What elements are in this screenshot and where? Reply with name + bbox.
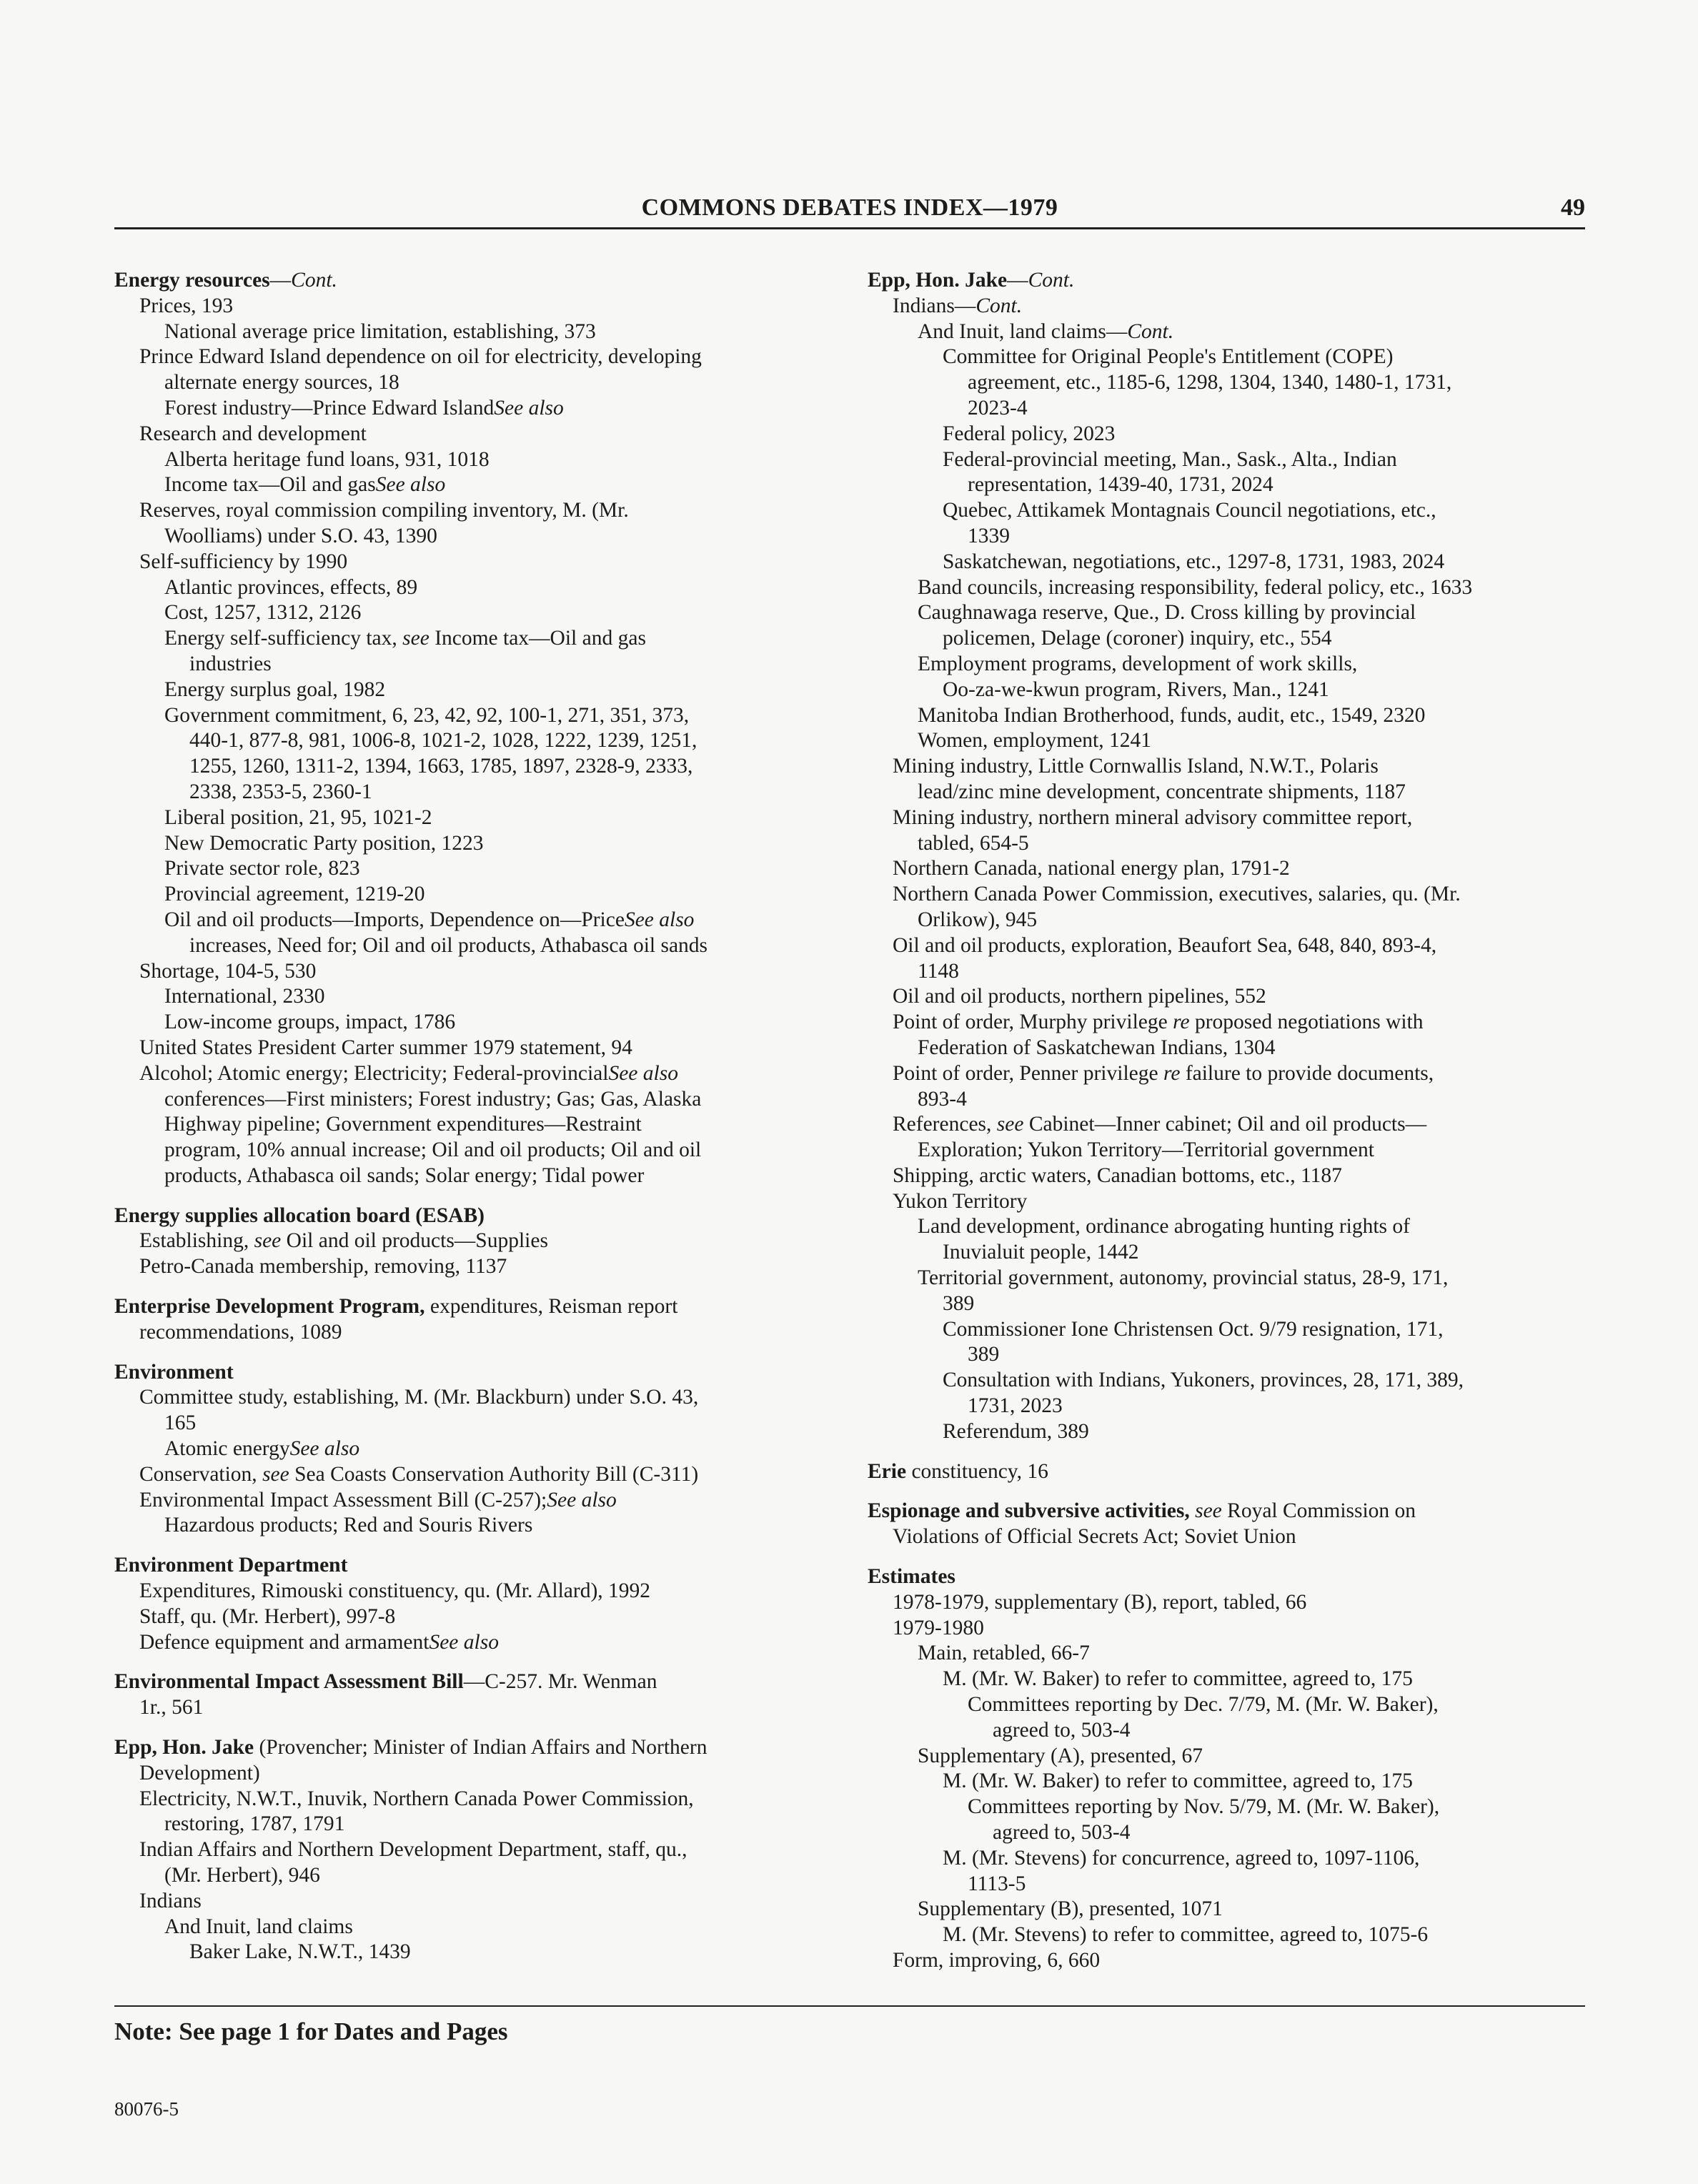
index-subentry: Quebec, Attikamek Montagnais Council negotiations, etc., 1339: [943, 499, 1436, 547]
index-subentry: Mining industry, Little Cornwallis Island, N.W.T., Polaris lead/zinc mine development, concentrate shipments, 1187: [893, 755, 1406, 803]
entry-text: Establishing,: [139, 1229, 254, 1253]
index-subentry: [868, 1922, 1589, 1948]
entry-text: Provincial agreement, 1219-20: [164, 883, 425, 906]
entry-text: Defence equipment and armament: [139, 1630, 430, 1654]
index-subentry: [868, 319, 1589, 345]
entry-text: —C-257. Mr. Wenman: [463, 1670, 657, 1694]
index-heading-entry: [114, 1553, 865, 1579]
index-subentry: [114, 1940, 865, 1965]
entry-text: Oil and oil products, northern pipelines, 552: [893, 985, 1266, 1008]
index-heading: Epp, Hon. Jake: [868, 269, 1008, 292]
index-subentry: Territorial government, autonomy, provincial status, 28-9, 171, 389: [918, 1266, 1449, 1315]
index-subentry: [114, 1889, 865, 1915]
entry-text: Indians—: [893, 294, 976, 317]
index-subentry: [114, 472, 865, 498]
index-subentry: [868, 550, 1589, 575]
index-heading: Environmental Impact Assessment Bill: [114, 1670, 464, 1694]
entry-text: Liberal position, 21, 95, 1021-2: [164, 805, 432, 829]
entry-italic: see: [402, 627, 430, 650]
index-subentry: [114, 882, 865, 908]
index-subentry: [114, 1604, 865, 1630]
entry-italic: See also: [375, 473, 446, 497]
index-subentry: [868, 1641, 1589, 1667]
entry-text: [1190, 1499, 1195, 1522]
index-subentry: [868, 1616, 1589, 1642]
entry-text: Atomic energy: [164, 1437, 290, 1461]
index-subentry: [114, 1630, 865, 1656]
index-subentry: [868, 703, 1589, 729]
entry-text: expenditures, Reisman report: [424, 1295, 678, 1319]
entry-text: Prices, 193: [139, 294, 234, 317]
entry-text: Forest industry—Prince Edward Island: [164, 396, 495, 420]
entry-italic: See also: [494, 396, 564, 420]
entry-text: Saskatchewan, negotiations, etc., 1297-8, 1731, 1983, 2024: [943, 550, 1445, 573]
index-subentry: [114, 677, 865, 703]
entry-text: Atlantic provinces, effects, 89: [164, 575, 418, 599]
index-subentry: References, see Cabinet—Inner cabinet; Oil and oil products— Exploration; Yukon Territory—Territorial government: [893, 1113, 1427, 1162]
index-subentry: [114, 1254, 865, 1280]
entry-text: Conservation,: [139, 1462, 263, 1486]
entry-italic: See also: [429, 1630, 499, 1654]
entry-text: M. (Mr. W. Baker) to refer to committee, agreed to, 175: [943, 1667, 1413, 1691]
index-subentry: [114, 396, 865, 422]
index-subentry: Oil and oil products, exploration, Beaufort Sea, 648, 840, 893-4, 1148: [893, 933, 1437, 983]
index-subentry: [114, 1228, 865, 1254]
entry-text: Self-sufficiency by 1990: [139, 550, 348, 573]
index-heading: Energy resources: [114, 269, 270, 292]
index-subentry: Environmental Impact Assessment Bill (C-257);See also Hazardous products; Red and Souris Rivers: [139, 1488, 617, 1537]
index-subentry: [114, 1036, 865, 1061]
entry-text: Oil and oil products—Supplies: [281, 1229, 548, 1253]
entry-text: Private sector role, 823: [164, 857, 360, 880]
index-subentry: Consultation with Indians, Yukoners, provinces, 28, 171, 389, 1731, 2023: [943, 1369, 1464, 1418]
page-header: [114, 194, 1585, 230]
index-subentry: Point of order, Penner privilege re failure to provide documents, 893-4: [893, 1061, 1434, 1111]
index-heading: Energy supplies allocation board (ESAB): [114, 1203, 485, 1227]
page-number: 49: [1561, 194, 1585, 221]
entry-text: Federal policy, 2023: [943, 422, 1116, 445]
entry-text: Sea Coasts Conservation Authority Bill (C-311): [289, 1462, 699, 1486]
index-subentry: Alcohol; Atomic energy; Electricity; Federal-provincialSee also conferences—First ministers; Forest industry; Gas; Gas, Alaska Highway pipeline; Government expenditures—Restraint program, 10% annual increase; Oil and oil products; Oil and oil products, Athabasca oil sands; Solar energy; Tidal power: [139, 1061, 702, 1187]
entry-text: Royal Commission on: [1221, 1499, 1416, 1523]
index-subentry: Reserves, royal commission compiling inventory, M. (Mr. Woolliams) under S.O. 43, 1390: [139, 499, 629, 547]
entry-text: Income tax—Oil and gas: [429, 627, 646, 650]
footer-rule: [114, 2005, 1585, 2007]
entry-italic: see: [996, 1113, 1024, 1136]
index-subentry: [114, 319, 865, 345]
index-column-left: [114, 268, 865, 1965]
entry-text: failure to provide documents,: [1180, 1061, 1434, 1085]
index-heading-entry: Enterprise Development Program, expenditures, Reisman report recommendations, 1089: [114, 1295, 678, 1344]
index-subentry: [114, 1436, 865, 1462]
document-code: 80076-5: [114, 2098, 179, 2120]
entry-italic: Cont.: [291, 269, 337, 292]
index-subentry: [868, 1590, 1589, 1616]
entry-text: Referendum, 389: [943, 1419, 1089, 1443]
entry-italic: See also: [547, 1488, 617, 1512]
entry-text: Band councils, increasing responsibility, federal policy, etc., 1633: [918, 575, 1473, 599]
index-subentry: Electricity, N.W.T., Inuvik, Northern Canada Power Commission, restoring, 1787, 1791: [139, 1787, 694, 1836]
entry-text: Northern Canada, national energy plan, 1791-2: [893, 857, 1290, 880]
entry-text: M. (Mr. W. Baker) to refer to committee, agreed to, 175: [943, 1769, 1413, 1793]
index-heading-entry: [114, 1360, 865, 1386]
index-heading-entry: Environmental Impact Assessment Bill—C-257. Mr. Wenman 1r., 561: [114, 1670, 657, 1719]
index-subentry: [868, 1897, 1589, 1922]
entry-text: Cabinet—Inner cabinet; Oil and oil products—: [1023, 1113, 1427, 1136]
index-subentry: Oil and oil products—Imports, Dependence on—PriceSee also increases, Need for; Oil and oil products, Athabasca oil sands: [164, 908, 708, 957]
index-subentry: [114, 1579, 865, 1604]
index-subentry: Committees reporting by Dec. 7/79, M. (Mr. W. Baker), agreed to, 503-4: [968, 1693, 1439, 1742]
index-heading-entry: Espionage and subversive activities, see Royal Commission on Violations of Official Secrets Act; Soviet Union: [868, 1499, 1416, 1549]
index-heading-entry: [868, 1459, 1589, 1485]
index-subentry: [868, 1163, 1589, 1189]
entry-text: proposed negotiations with: [1189, 1011, 1424, 1034]
entry-text: —: [1007, 269, 1028, 292]
entry-text: Energy self-sufficiency tax,: [164, 627, 403, 650]
footnote: Note: See page 1 for Dates and Pages: [114, 2017, 508, 2045]
entry-text: And Inuit, land claims—: [918, 319, 1128, 343]
entry-text: Cost, 1257, 1312, 2126: [164, 601, 362, 625]
entry-text: —: [269, 269, 292, 292]
entry-text: Energy surplus goal, 1982: [164, 677, 386, 701]
index-subentry: [114, 856, 865, 882]
entry-text: Petro-Canada membership, removing, 1137: [139, 1255, 507, 1279]
header-rule: [114, 227, 1585, 229]
index-subentry: [114, 805, 865, 831]
index-subentry: [868, 575, 1589, 601]
index-subentry: [868, 294, 1589, 319]
entry-text: Supplementary (A), presented, 67: [918, 1744, 1203, 1767]
entry-text: 1978-1979, supplementary (B), report, tabled, 66: [893, 1590, 1307, 1614]
index-subentry: M. (Mr. Stevens) for concurrence, agreed to, 1097-1106, 1113-5: [943, 1846, 1420, 1895]
page-title: COMMONS DEBATES INDEX—1979: [641, 194, 1058, 221]
index-subentry: Employment programs, development of work skills, Oo-za-we-kwun program, Rivers, Man., 1241: [918, 652, 1358, 701]
index-subentry: [114, 1010, 865, 1036]
entry-text: Main, retabled, 66-7: [918, 1642, 1090, 1665]
entry-text: Expenditures, Rimouski constituency, qu. (Mr. Allard), 1992: [139, 1579, 651, 1603]
index-subentry: [114, 550, 865, 575]
entry-text: United States President Carter summer 1979 statement, 94: [139, 1036, 632, 1059]
entry-text: New Democratic Party position, 1223: [164, 831, 484, 855]
entry-text: Yukon Territory: [893, 1189, 1028, 1213]
entry-text: Oil and oil products—Imports, Dependence on—Price: [164, 908, 625, 931]
index-heading: Environment: [114, 1360, 234, 1384]
index-subentry: Prince Edward Island dependence on oil for electricity, developing alternate energy sources, 18: [139, 345, 702, 394]
entry-text: 1979-1980: [893, 1616, 984, 1639]
entry-italic: see: [1195, 1499, 1222, 1523]
index-subentry: [868, 728, 1589, 754]
index-subentry: [868, 1948, 1589, 1974]
index-subentry: [114, 600, 865, 626]
index-subentry: [114, 1462, 865, 1488]
index-subentry: [868, 1189, 1589, 1215]
index-subentry: [868, 856, 1589, 882]
entry-text: (Provencher; Minister of Indian Affairs and Northern: [254, 1736, 708, 1759]
index-subentry: [868, 1769, 1589, 1795]
index-heading: Erie: [868, 1459, 907, 1483]
index-subentry: Energy self-sufficiency tax, see Income tax—Oil and gas industries: [164, 627, 646, 675]
index-subentry: [114, 294, 865, 319]
index-subentry: [114, 831, 865, 857]
entry-text: Income tax—Oil and gas: [164, 473, 376, 497]
entry-text: Research and development: [139, 422, 367, 445]
index-heading-entry: [114, 1203, 865, 1229]
entry-text: Women, employment, 1241: [918, 729, 1151, 753]
index-heading: Epp, Hon. Jake: [114, 1736, 254, 1759]
index-subentry: [114, 984, 865, 1010]
index-subentry: Committee study, establishing, M. (Mr. Blackburn) under S.O. 43, 165: [139, 1386, 699, 1435]
entry-italic: see: [262, 1462, 289, 1486]
index-subentry: [114, 1915, 865, 1940]
entry-text: Supplementary (B), presented, 1071: [918, 1897, 1223, 1921]
entry-text: National average price limitation, establishing, 373: [164, 319, 596, 343]
index-subentry: Committee for Original People's Entitlement (COPE) agreement, etc., 1185-6, 1298, 1304, 1340, 1480-1, 1731, 2023-4: [943, 345, 1452, 420]
index-heading: Environment Department: [114, 1554, 348, 1577]
entry-text: Point of order, Murphy privilege: [893, 1011, 1173, 1034]
entry-text: Point of order, Penner privilege: [893, 1061, 1163, 1085]
entry-text: Shipping, arctic waters, Canadian bottoms, etc., 1187: [893, 1163, 1342, 1187]
index-subentry: Government commitment, 6, 23, 42, 92, 100-1, 271, 351, 373, 440-1, 877-8, 981, 1006-8, 1021-2, 1028, 1222, 1239, 1251, 1255, 1260, 1311-2, 1394, 1663, 1785, 1897, 2328-9, 2333, 2338, 2353-5, 2360-1: [164, 703, 697, 803]
index-subentry: Committees reporting by Nov. 5/79, M. (Mr. W. Baker), agreed to, 503-4: [968, 1795, 1440, 1845]
entry-italic: See also: [289, 1437, 360, 1461]
entry-text: Staff, qu. (Mr. Herbert), 997-8: [139, 1604, 396, 1628]
entry-text: Indians: [139, 1889, 202, 1912]
index-subentry: [114, 575, 865, 601]
index-heading-entry: [114, 268, 865, 294]
index-subentry: [114, 422, 865, 447]
entry-italic: Cont.: [975, 294, 1023, 317]
index-heading: Enterprise Development Program,: [114, 1295, 425, 1319]
entry-text: Alcohol; Atomic energy; Electricity; Federal-provincial: [139, 1061, 609, 1085]
entry-text: Low-income groups, impact, 1786: [164, 1011, 456, 1034]
index-subentry: Northern Canada Power Commission, executives, salaries, qu. (Mr. Orlikow), 945: [893, 883, 1461, 931]
entry-italic: re: [1173, 1011, 1190, 1034]
entry-text: International, 2330: [164, 985, 325, 1008]
entry-text: Environmental Impact Assessment Bill (C-257);: [139, 1488, 547, 1512]
index-subentry: [114, 959, 865, 985]
entry-text: Baker Lake, N.W.T., 1439: [189, 1940, 411, 1964]
index-column-right: [868, 268, 1589, 1974]
entry-text: Alberta heritage fund loans, 931, 1018: [164, 447, 490, 471]
index-subentry: Land development, ordinance abrogating hunting rights of Inuvialuit people, 1442: [918, 1215, 1410, 1264]
index-subentry: [868, 1744, 1589, 1769]
entry-italic: See also: [608, 1061, 678, 1085]
index-subentry: [868, 1667, 1589, 1692]
entry-text: constituency, 16: [906, 1459, 1048, 1483]
index-subentry: Caughnawaga reserve, Que., D. Cross killing by provincial policemen, Delage (coroner) inquiry, etc., 554: [918, 601, 1416, 650]
index-subentry: Federal-provincial meeting, Man., Sask., Alta., Indian representation, 1439-40, 1731, 2024: [943, 447, 1397, 497]
entry-text: And Inuit, land claims: [164, 1915, 353, 1938]
index-heading-entry: [868, 268, 1589, 294]
entry-italic: see: [254, 1229, 282, 1253]
index-heading: Estimates: [868, 1565, 955, 1589]
index-subentry: Mining industry, northern mineral advisory committee report, tabled, 654-5: [893, 805, 1413, 855]
entry-text: Form, improving, 6, 660: [893, 1949, 1101, 1972]
index-subentry: Commissioner Ione Christensen Oct. 9/79 resignation, 171, 389: [943, 1317, 1444, 1366]
entry-italic: See also: [624, 908, 695, 931]
entry-text: M. (Mr. Stevens) to refer to committee, agreed to, 1075-6: [943, 1923, 1429, 1947]
index-subentry: [868, 1419, 1589, 1445]
entry-italic: Cont.: [1127, 319, 1174, 343]
index-subentry: Point of order, Murphy privilege re proposed negotiations with Federation of Saskatchewan Indians, 1304: [893, 1011, 1424, 1059]
index-subentry: [868, 984, 1589, 1010]
entry-text: Shortage, 104-5, 530: [139, 959, 317, 983]
index-subentry: [868, 422, 1589, 447]
index-heading-entry: Epp, Hon. Jake (Provencher; Minister of Indian Affairs and Northern Development): [114, 1736, 708, 1785]
entry-italic: re: [1163, 1061, 1181, 1085]
entry-text: References,: [893, 1113, 997, 1136]
entry-italic: Cont.: [1028, 269, 1075, 292]
index-heading-entry: [868, 1564, 1589, 1590]
index-subentry: [114, 447, 865, 473]
index-subentry: Indian Affairs and Northern Development Department, staff, qu., (Mr. Herbert), 946: [139, 1838, 687, 1887]
entry-text: Manitoba Indian Brotherhood, funds, audit, etc., 1549, 2320: [918, 703, 1426, 727]
index-heading: Espionage and subversive activities,: [868, 1499, 1190, 1523]
